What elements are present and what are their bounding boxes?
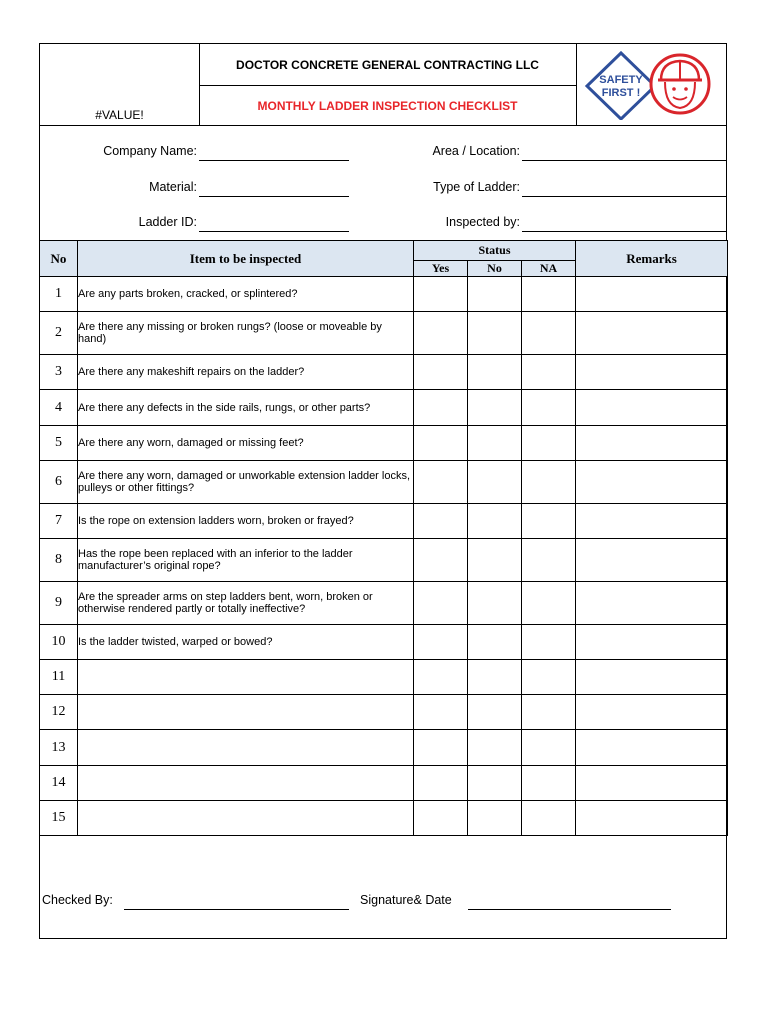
na-cell[interactable]: [522, 355, 576, 390]
yes-cell[interactable]: [414, 695, 468, 730]
na-cell[interactable]: [522, 582, 576, 625]
row-number: 14: [40, 766, 78, 801]
info-section: [40, 126, 726, 240]
value-cell: #VALUE!: [95, 108, 144, 122]
na-cell[interactable]: [522, 730, 576, 766]
area-location-field[interactable]: [522, 160, 726, 161]
signature-date-field[interactable]: [468, 909, 671, 910]
remarks-cell[interactable]: [576, 390, 728, 426]
row-number: 3: [40, 355, 78, 390]
row-number: 2: [40, 312, 78, 355]
remarks-cell[interactable]: [576, 277, 728, 312]
inspection-table: [39, 240, 728, 836]
company-name-label: Company Name:: [103, 144, 197, 158]
logo-text-first: FIRST !: [601, 87, 641, 99]
na-cell[interactable]: [522, 504, 576, 539]
row-number: 13: [40, 730, 78, 766]
table-row: [40, 625, 728, 660]
page-title: MONTHLY LADDER INSPECTION CHECKLIST: [257, 98, 518, 113]
row-number: 15: [40, 801, 78, 836]
row-item: Are there any defects in the side rails, rungs, or other parts?: [78, 390, 414, 426]
table-row: [40, 312, 728, 355]
remarks-cell[interactable]: [576, 660, 728, 695]
yes-cell[interactable]: [414, 801, 468, 836]
yes-cell[interactable]: [414, 730, 468, 766]
remarks-cell[interactable]: [576, 539, 728, 582]
table-row: [40, 461, 728, 504]
row-item: Has the rope been replaced with an inferior to the ladder manufacturer’s original rope?: [78, 539, 414, 582]
remarks-cell[interactable]: [576, 766, 728, 801]
row-item: Are the spreader arms on step ladders bent, worn, broken or otherwise rendered partly or totally ineffective?: [78, 582, 414, 625]
signature-date-label: Signature& Date: [360, 893, 452, 907]
remarks-cell[interactable]: [576, 312, 728, 355]
row-number: 9: [40, 582, 78, 625]
ladder-id-label: Ladder ID:: [138, 215, 197, 229]
col-item-header: Item to be inspected: [78, 241, 414, 277]
no-cell[interactable]: [468, 355, 522, 390]
table-row: [40, 766, 728, 801]
no-cell[interactable]: [468, 625, 522, 660]
footer-section: [40, 839, 726, 938]
no-cell[interactable]: [468, 539, 522, 582]
header-left-cell: [40, 44, 200, 125]
logo-text-safety: SAFETY: [599, 74, 643, 86]
row-item: Are there any missing or broken rungs? (loose or moveable by hand): [78, 312, 414, 355]
row-item: Are there any makeshift repairs on the ladder?: [78, 355, 414, 390]
row-item: Are any parts broken, cracked, or splintered?: [78, 277, 414, 312]
no-cell[interactable]: [468, 504, 522, 539]
no-cell[interactable]: [468, 660, 522, 695]
yes-cell[interactable]: [414, 766, 468, 801]
safety-first-logo: [581, 48, 721, 120]
row-item[interactable]: [78, 660, 414, 695]
table-row: [40, 277, 728, 312]
header-title-block: [199, 44, 577, 125]
na-cell[interactable]: [522, 390, 576, 426]
no-cell[interactable]: [468, 426, 522, 461]
yes-cell[interactable]: [414, 461, 468, 504]
remarks-cell[interactable]: [576, 730, 728, 766]
row-number: 12: [40, 695, 78, 730]
yes-cell[interactable]: [414, 504, 468, 539]
na-cell[interactable]: [522, 695, 576, 730]
material-label: Material:: [149, 180, 197, 194]
table-row: [40, 426, 728, 461]
no-cell[interactable]: [468, 801, 522, 836]
table-row: [40, 390, 728, 426]
na-cell[interactable]: [522, 426, 576, 461]
na-cell[interactable]: [522, 539, 576, 582]
remarks-cell[interactable]: [576, 801, 728, 836]
col-yes-header: Yes: [414, 261, 468, 277]
row-item[interactable]: [78, 695, 414, 730]
type-of-ladder-field[interactable]: [522, 196, 726, 197]
no-cell[interactable]: [468, 461, 522, 504]
yes-cell[interactable]: [414, 355, 468, 390]
row-number: 5: [40, 426, 78, 461]
row-item[interactable]: [78, 801, 414, 836]
remarks-cell[interactable]: [576, 461, 728, 504]
inspected-by-field[interactable]: [522, 231, 726, 232]
safety-diamond-icon: [587, 53, 655, 119]
yes-cell[interactable]: [414, 660, 468, 695]
table-row: [40, 582, 728, 625]
na-cell[interactable]: [522, 766, 576, 801]
remarks-cell[interactable]: [576, 426, 728, 461]
checklist-sheet: [39, 43, 727, 939]
col-na-header: NA: [522, 261, 576, 277]
ladder-id-field[interactable]: [199, 231, 349, 232]
header: [40, 44, 726, 126]
na-cell[interactable]: [522, 660, 576, 695]
row-number: 7: [40, 504, 78, 539]
row-item[interactable]: [78, 766, 414, 801]
na-cell[interactable]: [522, 312, 576, 355]
col-no-header: No: [40, 241, 78, 277]
col-status-header: Status: [414, 241, 576, 261]
row-number: 1: [40, 277, 78, 312]
na-cell[interactable]: [522, 625, 576, 660]
yes-cell[interactable]: [414, 277, 468, 312]
yes-cell[interactable]: [414, 582, 468, 625]
remarks-cell[interactable]: [576, 504, 728, 539]
material-field[interactable]: [199, 196, 349, 197]
no-cell[interactable]: [468, 766, 522, 801]
company-name: DOCTOR CONCRETE GENERAL CONTRACTING LLC: [199, 44, 576, 86]
table-row: [40, 504, 728, 539]
no-cell[interactable]: [468, 582, 522, 625]
row-number: 6: [40, 461, 78, 504]
yes-cell[interactable]: [414, 625, 468, 660]
checked-by-field[interactable]: [124, 909, 349, 910]
remarks-cell[interactable]: [576, 355, 728, 390]
col-no-status-header: No: [468, 261, 522, 277]
hard-hat-worker-icon: [651, 55, 709, 113]
remarks-cell[interactable]: [576, 582, 728, 625]
row-item: Is the ladder twisted, warped or bowed?: [78, 625, 414, 660]
row-item: Are there any worn, damaged or missing feet?: [78, 426, 414, 461]
row-number: 4: [40, 390, 78, 426]
type-of-ladder-label: Type of Ladder:: [433, 180, 520, 194]
no-cell[interactable]: [468, 695, 522, 730]
yes-cell[interactable]: [414, 390, 468, 426]
table-row: [40, 660, 728, 695]
table-row: [40, 539, 728, 582]
table-row: [40, 730, 728, 766]
no-cell[interactable]: [468, 312, 522, 355]
table-row: [40, 695, 728, 730]
table-row: [40, 355, 728, 390]
yes-cell[interactable]: [414, 539, 468, 582]
na-cell[interactable]: [522, 801, 576, 836]
row-number: 10: [40, 625, 78, 660]
no-cell[interactable]: [468, 730, 522, 766]
yes-cell[interactable]: [414, 426, 468, 461]
company-name-field[interactable]: [199, 160, 349, 161]
table-row: [40, 801, 728, 836]
no-cell[interactable]: [468, 390, 522, 426]
row-item: Are there any worn, damaged or unworkable extension ladder locks, pulleys or other fittings?: [78, 461, 414, 504]
remarks-cell[interactable]: [576, 625, 728, 660]
yes-cell[interactable]: [414, 312, 468, 355]
na-cell[interactable]: [522, 461, 576, 504]
na-cell[interactable]: [522, 277, 576, 312]
row-item[interactable]: [78, 730, 414, 766]
remarks-cell[interactable]: [576, 695, 728, 730]
col-remarks-header: Remarks: [576, 241, 728, 277]
checked-by-label: Checked By:: [42, 893, 113, 907]
area-location-label: Area / Location:: [432, 144, 520, 158]
inspected-by-label: Inspected by:: [445, 215, 520, 229]
row-item: Is the rope on extension ladders worn, broken or frayed?: [78, 504, 414, 539]
row-number: 11: [40, 660, 78, 695]
no-cell[interactable]: [468, 277, 522, 312]
row-number: 8: [40, 539, 78, 582]
